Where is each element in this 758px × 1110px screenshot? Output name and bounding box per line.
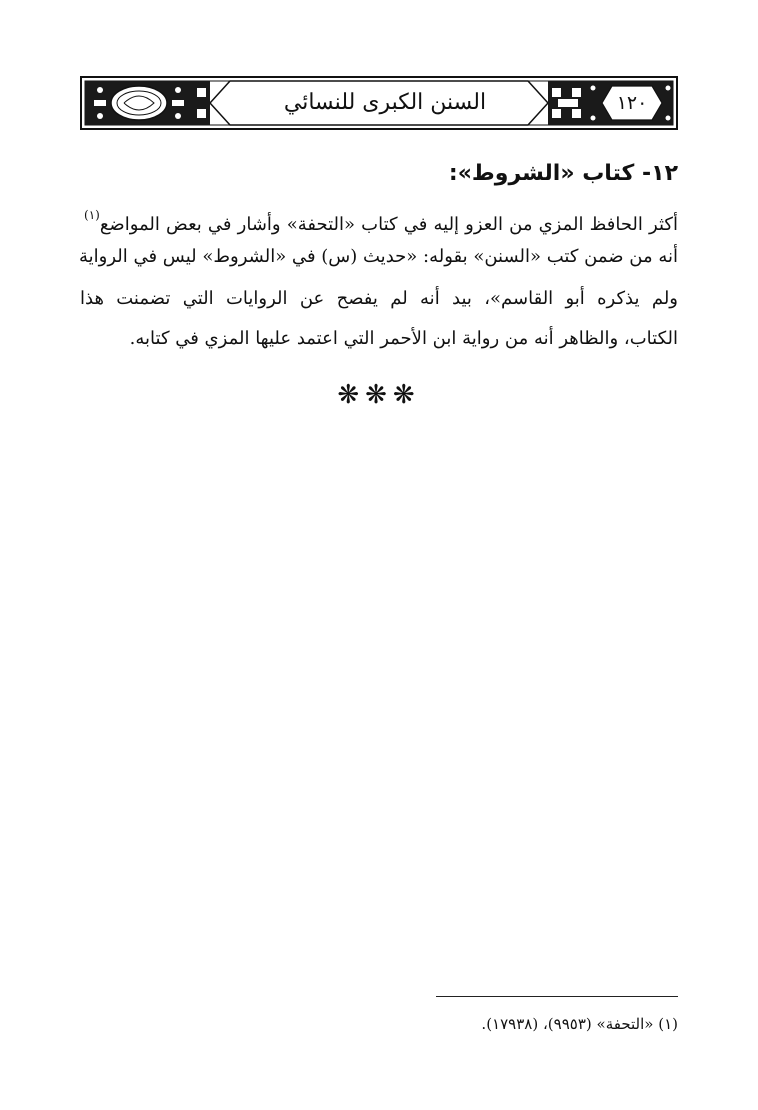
paragraph-line-4: الكتاب، والظاهر أنه من رواية ابن الأحمر التي اعتمد عليها المزي في كتابه.	[129, 328, 678, 349]
paragraph-line-2: أنه من ضمن كتب «السنن» بقوله: «حديث (س) في «الشروط» ليس في الرواية	[78, 246, 678, 267]
footnote-reference: (١)	[84, 208, 100, 222]
paragraph-line-1-text: أكثر الحافظ المزي من العزو إليه في كتاب «التحفة» وأشار في بعض المواضع	[99, 214, 678, 235]
footnote: (١) «التحفة» (٩٩٥٣)، (١٧٩٣٨).	[481, 1015, 678, 1033]
footnote-divider	[436, 996, 678, 997]
section-separator: ❋❋❋	[337, 380, 421, 410]
paragraph-line-1	[80, 200, 678, 240]
book-title: السنن الكبرى للنسائي	[283, 90, 487, 115]
page-header	[80, 76, 678, 130]
page-number: ١٢٠	[616, 92, 648, 114]
paragraph-line-3: ولم يذكره أبو القاسم»، بيد أنه لم يفصح عن الروايات التي تضمنت هذا	[80, 288, 678, 309]
chapter-heading: ١٢- كتاب «الشروط»:	[448, 161, 678, 186]
